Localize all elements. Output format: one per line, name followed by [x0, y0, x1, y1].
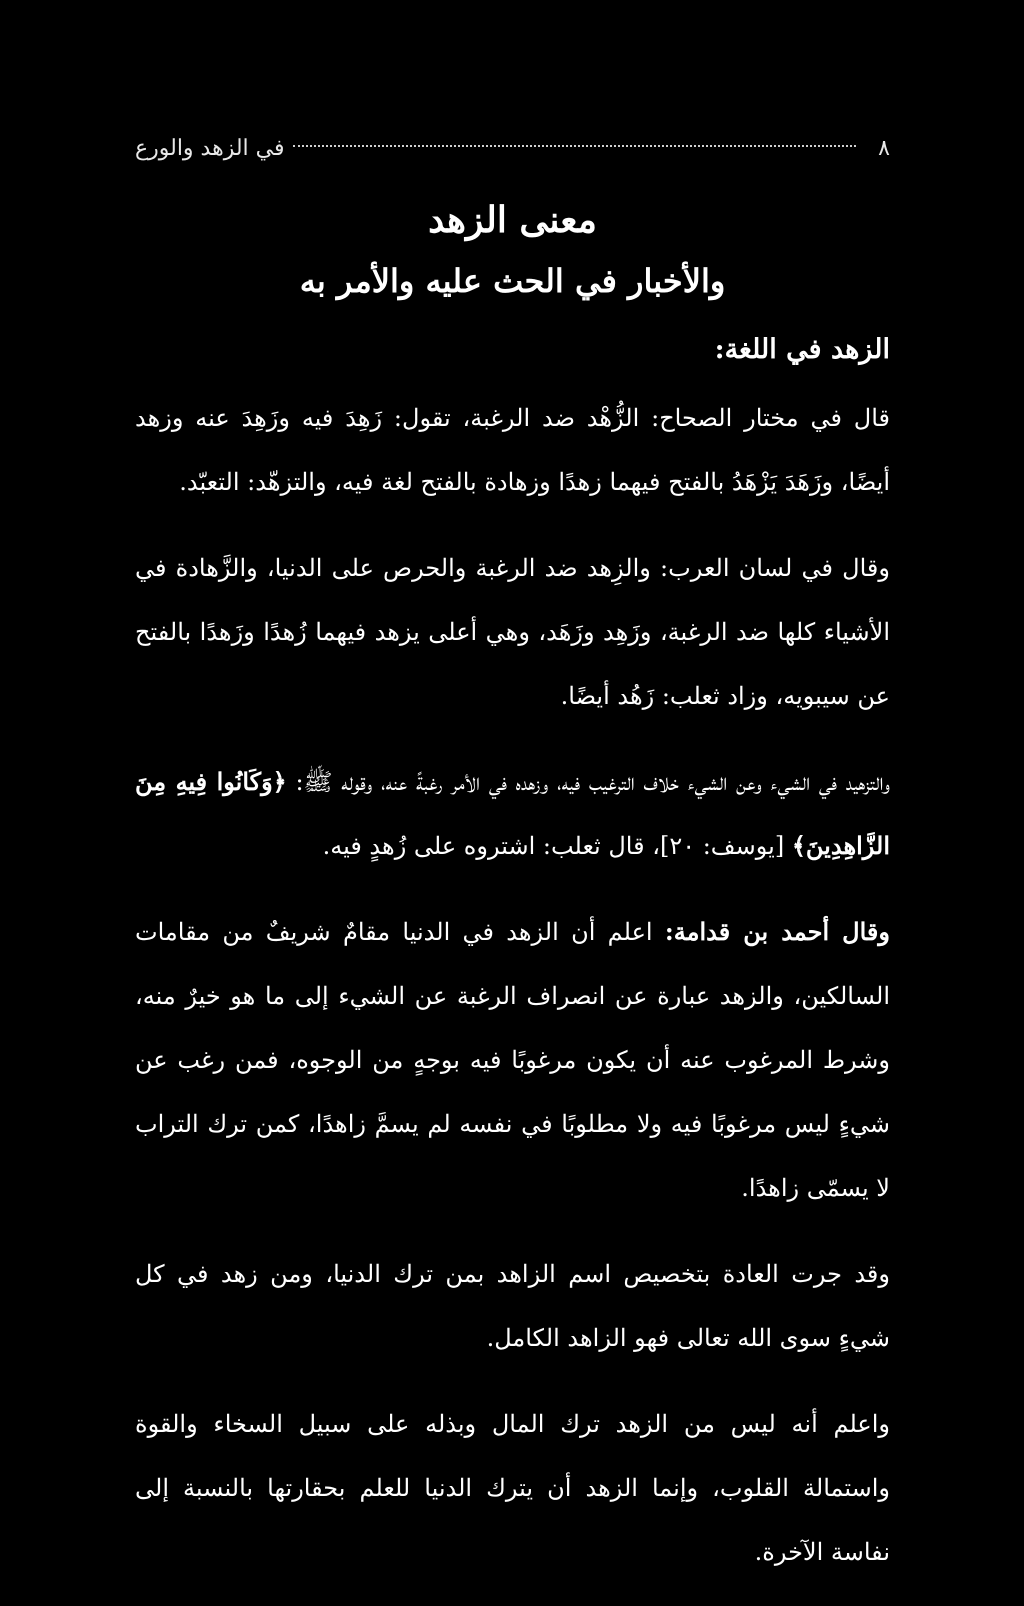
paragraph-text: [يوسف: ٢٠]، قال ثعلب: اشتروه على زُهدٍ فيه. [322, 832, 792, 860]
page-number: ٨ [878, 135, 890, 161]
paragraph-tark-mal: واعلم أنه ليس من الزهد ترك المال وبذله على سبيل السخاء والقوة واستمالة القلوب، وإنما الزهد أن يترك الدنيا للعلم بحقارتها بالنسبة إلى نفاسة الآخرة. [135, 1410, 890, 1566]
paragraph-text: اعلم أن الزهد في الدنيا مقامٌ شريفٌ من مقامات السالكين، والزهد عبارة عن انصراف الرغبة عن الشيء إلى ما هو خيرٌ منه، وشرط المرغوب عنه أن يكون مرغوبًا فيه بوجهٍ من الوجوه، فمن رغب عن شيءٍ ليس مرغوبًا فيه ولا مطلوبًا في نفسه لم يسمَّ زاهدًا، كمن ترك التراب لا يسمّى زاهدًا. [135, 918, 890, 1202]
paragraph-mukhtar-sihah: قال في مختار الصحاح: الزُّهْد ضد الرغبة، تقول: زَهِدَ فيه وزَهِدَ عنه وزهد أيضًا، وزَهَدَ يَزْهَدُ بالفتح فيهما زهدًا وزهادة بالفتح لغة فيه، والتزهّد: التعبّد. [135, 404, 890, 496]
paragraph-tazhid [135, 750, 890, 878]
author-attribution: وقال أحمد بن قدامة: [664, 917, 890, 946]
section-heading: الزهد في اللغة: [714, 334, 890, 365]
running-title: في الزهد والورع [135, 135, 285, 161]
running-header [135, 128, 890, 168]
paragraph-text: والتزهيد في الشيء وعن الشيء خلاف الترغيب فيه، وزهده في الأمر رغبةً عنه، وقوله ﷺ: [286, 768, 890, 796]
chapter-title: معنى الزهد [428, 199, 597, 241]
dotted-leader [293, 144, 857, 147]
quran-verse: ﴿وَكَانُوا فِيهِ مِنَ الزَّاهِدِينَ﴾ [135, 767, 890, 860]
paragraph-lisan-arab: وقال في لسان العرب: والزِهد ضد الرغبة والحرص على الدنيا، والزَّهادة في الأشياء كلها ضد الرغبة، وزَهِد وزَهَد، وهي أعلى يزهد فيهما زُهدًا وزَهدًا بالفتح عن سيبويه، وزاد ثعلب: زَهُد أيضًا. [135, 554, 890, 710]
paragraph-zahid-kamil: وقد جرت العادة بتخصيص اسم الزاهد بمن ترك الدنيا، ومن زهد في كل شيءٍ سوى الله تعالى فهو الزاهد الكامل. [135, 1260, 890, 1352]
book-page [135, 128, 890, 1606]
chapter-subtitle: والأخبار في الحث عليه والأمر به [299, 262, 726, 300]
paragraph-ibn-qudama [135, 900, 890, 1220]
